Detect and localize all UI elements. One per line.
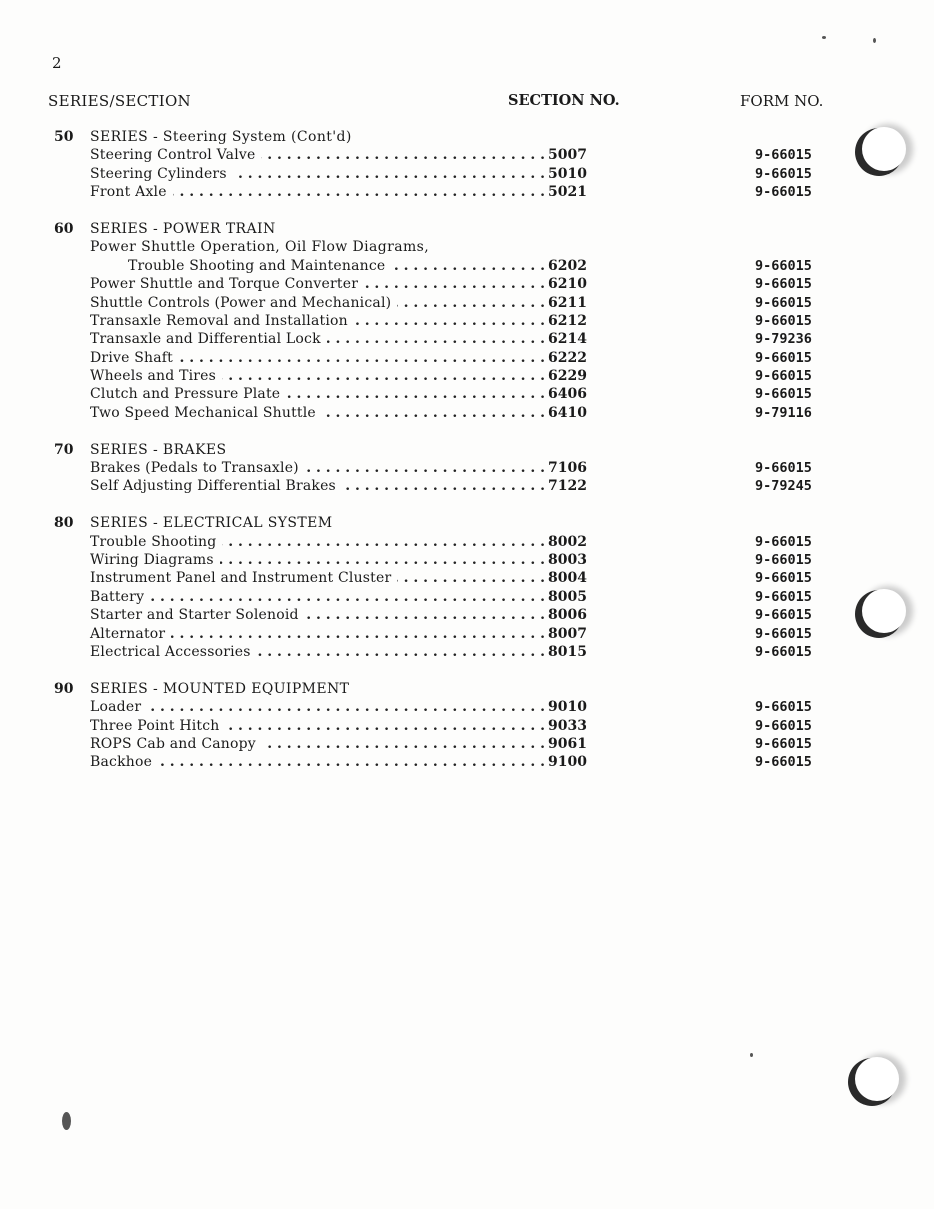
series-title: SERIES - BRAKES: [90, 441, 227, 458]
toc-entry: [48, 569, 848, 587]
dot-leader: [179, 349, 545, 367]
entry-leader-row: [90, 146, 587, 164]
entry-leader-row: [90, 367, 587, 385]
section-number: 5007: [548, 147, 587, 164]
header-series-section: SERIES/SECTION: [48, 92, 191, 110]
toc-entry: [48, 551, 848, 569]
section-number: 8007: [548, 625, 587, 642]
section-number: 5021: [548, 184, 587, 201]
form-number: 9-66015: [755, 735, 812, 752]
entry-leader-row: [90, 459, 587, 477]
series-group: [48, 514, 848, 661]
toc-entry: [48, 606, 848, 624]
form-number: 9-66015: [755, 294, 812, 311]
section-number: 5010: [548, 165, 587, 182]
series-title: SERIES - Steering System (Cont'd): [90, 129, 352, 145]
form-number: 9-66015: [755, 184, 812, 201]
table-of-contents: [48, 128, 848, 790]
series-number: 50: [54, 129, 74, 145]
dot-leader: [262, 735, 545, 753]
entry-leader-row: [90, 404, 587, 422]
entry-label: Loader: [90, 699, 142, 716]
entry-label: Clutch and Pressure Plate: [90, 386, 281, 403]
punch-hole: [862, 127, 906, 171]
entry-label: Power Shuttle Operation, Oil Flow Diagrams,: [90, 239, 430, 256]
dot-leader: [397, 294, 545, 312]
series-heading: [48, 128, 848, 146]
form-number: 9-79236: [755, 331, 812, 348]
section-number: 7122: [548, 478, 587, 495]
entry-label: ROPS Cab and Canopy: [90, 735, 256, 752]
toc-entry: [48, 717, 848, 735]
form-number: 9-66015: [755, 625, 812, 642]
entry-label: Trouble Shooting and Maintenance: [128, 257, 386, 274]
entry-leader-row: [90, 588, 587, 606]
entry-leader-row: [90, 349, 587, 367]
entry-label: Self Adjusting Differential Brakes: [90, 478, 336, 495]
entry-leader-row: [90, 717, 587, 735]
toc-entry: [48, 459, 848, 477]
section-number: 9010: [548, 699, 587, 716]
series-number: 80: [54, 515, 74, 532]
toc-entry: [48, 367, 848, 385]
entry-label: Shuttle Controls (Power and Mechanical): [90, 294, 392, 311]
entry-label: Drive Shaft: [90, 349, 174, 366]
entry-leader-row: [90, 183, 587, 201]
form-number: 9-66015: [755, 147, 812, 164]
entry-leader-row: [90, 165, 587, 183]
dot-leader: [391, 257, 545, 275]
form-number: 9-66015: [755, 460, 812, 477]
punch-hole: [855, 1057, 899, 1101]
series-heading: [48, 680, 848, 698]
scan-speck: [62, 1112, 71, 1130]
entry-label: Backhoe: [90, 754, 153, 771]
form-number: 9-66015: [755, 165, 812, 182]
form-number: 9-66015: [755, 717, 812, 734]
dot-leader: [222, 533, 545, 551]
toc-entry: [48, 330, 848, 348]
entry-leader-row: [90, 643, 587, 661]
section-number: 7106: [548, 460, 587, 477]
dot-leader: [261, 146, 545, 164]
toc-entry: [48, 146, 848, 164]
section-number: 9100: [548, 754, 587, 771]
series-title: SERIES - MOUNTED EQUIPMENT: [90, 680, 350, 697]
toc-entry: [48, 533, 848, 551]
form-number: 9-79245: [755, 478, 812, 495]
dot-leader: [305, 459, 545, 477]
toc-entry: [48, 698, 848, 716]
dot-leader: [158, 753, 545, 771]
dot-leader: [222, 367, 545, 385]
page-number: 2: [52, 54, 62, 72]
entry-label: Front Axle: [90, 184, 167, 201]
form-number: 9-79116: [755, 404, 812, 421]
entry-leader-row: [90, 753, 587, 771]
dot-leader: [150, 588, 545, 606]
dot-leader: [397, 569, 545, 587]
dot-leader: [171, 625, 545, 643]
dot-leader: [286, 385, 545, 403]
toc-entry: [48, 735, 848, 753]
dot-leader: [173, 183, 545, 201]
dot-leader: [327, 330, 545, 348]
scan-speck: [750, 1053, 753, 1057]
form-number: 9-66015: [755, 349, 812, 366]
form-number: 9-66015: [755, 699, 812, 716]
toc-entry: [48, 312, 848, 330]
dot-leader: [354, 312, 545, 330]
form-number: 9-66015: [755, 312, 812, 329]
section-number: 6202: [548, 257, 587, 274]
section-number: 8004: [548, 570, 587, 587]
series-number: 70: [54, 441, 74, 458]
series-group: [48, 680, 848, 772]
toc-entry: [48, 404, 848, 422]
entry-leader-row: [90, 569, 587, 587]
dot-leader: [257, 643, 545, 661]
toc-entry: [48, 275, 848, 293]
section-number: 8005: [548, 588, 587, 605]
section-number: 6211: [548, 294, 587, 311]
toc-entry: [48, 294, 848, 312]
entry-label: Steering Control Valve: [90, 147, 256, 164]
entry-leader-row: [90, 294, 587, 312]
dot-leader: [220, 551, 545, 569]
entry-label: Power Shuttle and Torque Converter: [90, 276, 359, 293]
series-heading: [48, 441, 848, 459]
section-number: 6410: [548, 404, 587, 421]
entry-label: Transaxle Removal and Installation: [90, 312, 348, 329]
form-number: 9-66015: [755, 257, 812, 274]
toc-entry-line: [48, 238, 848, 256]
entry-leader-row: [90, 385, 587, 403]
section-number: 9033: [548, 717, 587, 734]
dot-leader: [226, 717, 546, 735]
entry-label: Starter and Starter Solenoid: [90, 607, 299, 624]
form-number: 9-66015: [755, 551, 812, 568]
section-number: 8003: [548, 551, 587, 568]
header-form-no: FORM NO.: [740, 92, 824, 110]
toc-entry: [48, 477, 848, 495]
entry-label: Wheels and Tires: [90, 368, 217, 385]
dot-leader: [147, 698, 545, 716]
entry-label: Alternator: [90, 625, 166, 642]
series-heading: [48, 514, 848, 532]
series-group: [48, 128, 848, 202]
form-number: 9-66015: [755, 386, 812, 403]
section-number: 6214: [548, 331, 587, 348]
series-title: SERIES - ELECTRICAL SYSTEM: [90, 515, 333, 532]
entry-leader-row: [90, 312, 587, 330]
form-number: 9-66015: [755, 276, 812, 293]
section-number: 8002: [548, 533, 587, 550]
entry-leader-row: [90, 330, 587, 348]
toc-entry: [48, 625, 848, 643]
punch-hole: [862, 589, 906, 633]
entry-leader-row: [90, 625, 587, 643]
toc-entry: [48, 753, 848, 771]
toc-entry: [48, 588, 848, 606]
form-number: 9-66015: [755, 643, 812, 660]
section-number: 8006: [548, 607, 587, 624]
entry-label: Battery: [90, 588, 145, 605]
entry-leader-row: [90, 606, 587, 624]
entry-label: Steering Cylinders: [90, 165, 227, 182]
toc-entry: [48, 257, 848, 275]
section-number: 9061: [548, 735, 587, 752]
form-number: 9-66015: [755, 570, 812, 587]
scan-speck: [822, 36, 826, 39]
toc-entry: [48, 643, 848, 661]
series-title: SERIES - POWER TRAIN: [90, 220, 276, 237]
dot-leader: [305, 606, 545, 624]
form-number: 9-66015: [755, 588, 812, 605]
entry-label: Brakes (Pedals to Transaxle): [90, 460, 299, 477]
entry-label: Electrical Accessories: [90, 643, 251, 660]
toc-entry: [48, 165, 848, 183]
series-group: [48, 441, 848, 496]
entry-leader-row: [128, 257, 587, 275]
toc-entry: [48, 349, 848, 367]
entry-label: Trouble Shooting: [90, 533, 217, 550]
scan-speck: [873, 38, 876, 43]
toc-entry: [48, 183, 848, 201]
dot-leader: [364, 275, 545, 293]
section-number: 8015: [548, 643, 587, 660]
entry-leader-row: [90, 275, 587, 293]
entry-leader-row: [90, 551, 587, 569]
form-number: 9-66015: [755, 368, 812, 385]
form-number: 9-66015: [755, 607, 812, 624]
section-number: 6222: [548, 349, 587, 366]
entry-leader-row: [90, 698, 587, 716]
series-number: 90: [54, 680, 74, 697]
section-number: 6229: [548, 368, 587, 385]
entry-label: Three Point Hitch: [90, 717, 220, 734]
entry-label: Wiring Diagrams: [90, 551, 214, 568]
series-heading: [48, 220, 848, 238]
series-group: [48, 220, 848, 422]
entry-leader-row: [90, 533, 587, 551]
entry-label: Instrument Panel and Instrument Cluster: [90, 570, 392, 587]
entry-leader-row: [90, 477, 587, 495]
dot-leader: [233, 165, 545, 183]
entry-label: Transaxle and Differential Lock: [90, 331, 321, 348]
dot-leader: [322, 404, 545, 422]
series-number: 60: [54, 220, 74, 237]
form-number: 9-66015: [755, 533, 812, 550]
dot-leader: [342, 477, 545, 495]
section-number: 6210: [548, 276, 587, 293]
header-section-no: SECTION NO.: [508, 92, 620, 109]
entry-leader-row: [90, 735, 587, 753]
entry-label: Two Speed Mechanical Shuttle: [90, 404, 316, 421]
toc-entry: [48, 385, 848, 403]
section-number: 6212: [548, 312, 587, 329]
form-number: 9-66015: [755, 754, 812, 771]
section-number: 6406: [548, 386, 587, 403]
